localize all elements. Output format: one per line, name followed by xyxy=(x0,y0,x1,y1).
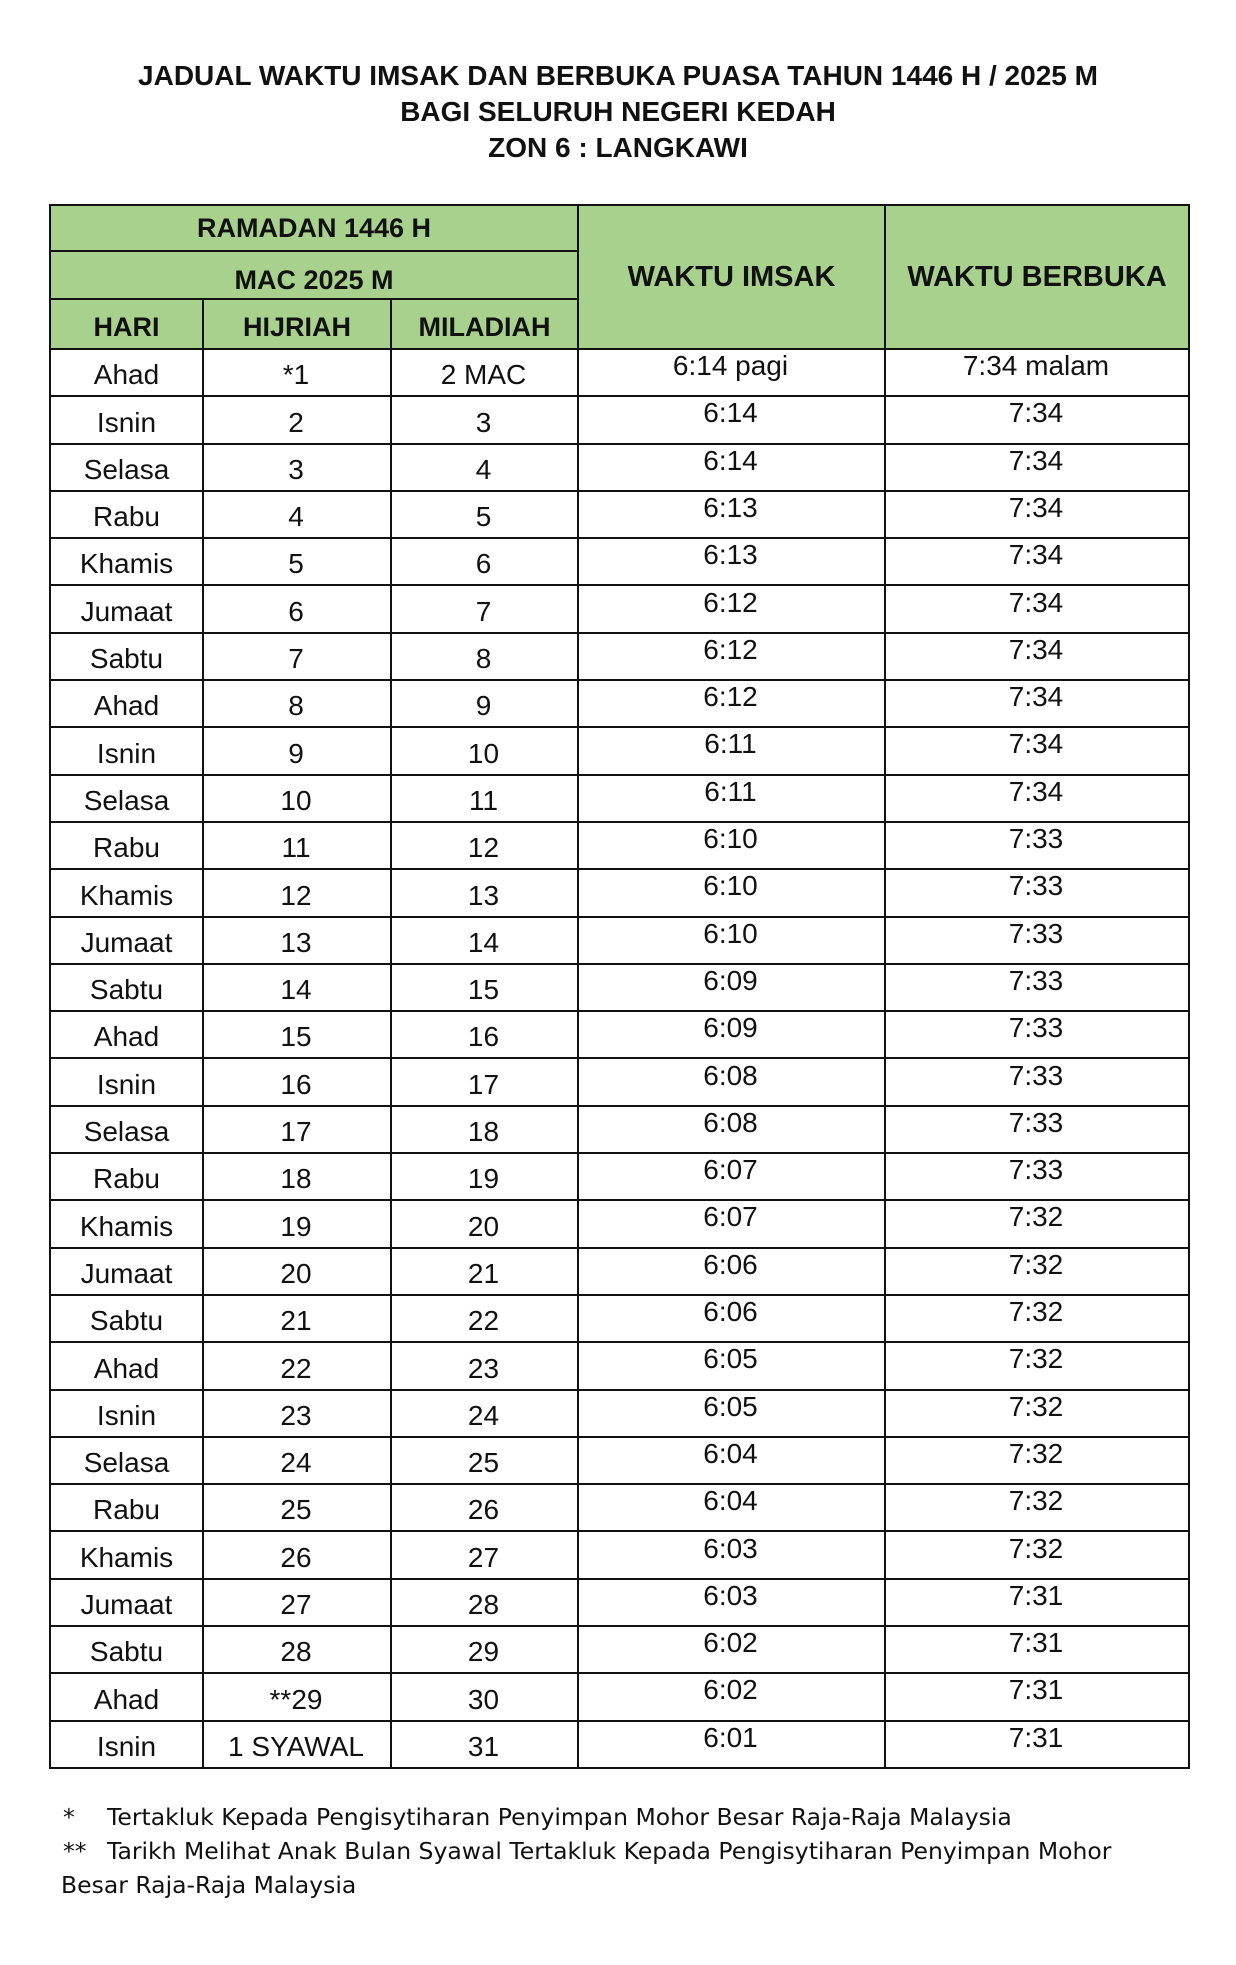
cell-imsak: 6:01 xyxy=(577,1720,886,1769)
footnote-1-text: Tertakluk Kepada Pengisytiharan Penyimpan Mohor Besar Raja-Raja Malaysia xyxy=(107,1803,1012,1831)
cell-hari: Selasa xyxy=(49,774,204,823)
cell-hari: Jumaat xyxy=(49,585,204,634)
cell-miladiah: 19 xyxy=(390,1152,579,1201)
title-line-3: ZON 6 : LANGKAWI xyxy=(488,132,748,163)
cell-hijriah: *1 xyxy=(202,348,392,397)
cell-hari: Ahad xyxy=(49,679,204,728)
cell-miladiah: 12 xyxy=(390,821,579,870)
cell-imsak: 6:10 xyxy=(577,916,886,965)
cell-hari: Sabtu xyxy=(49,1625,204,1674)
cell-imsak: 6:13 xyxy=(577,490,886,539)
cell-hijriah: 16 xyxy=(202,1058,392,1107)
cell-hari: Jumaat xyxy=(49,1247,204,1296)
cell-miladiah: 15 xyxy=(390,963,579,1012)
cell-hari: Khamis xyxy=(49,1531,204,1580)
cell-hari: Ahad xyxy=(49,1341,204,1390)
cell-hijriah: 19 xyxy=(202,1199,392,1248)
cell-imsak: 6:03 xyxy=(577,1578,886,1627)
cell-hari: Rabu xyxy=(49,821,204,870)
cell-miladiah: 18 xyxy=(390,1105,579,1154)
cell-miladiah: 31 xyxy=(390,1720,579,1769)
cell-imsak: 6:02 xyxy=(577,1625,886,1674)
cell-berbuka: 7:34 xyxy=(884,679,1190,728)
cell-imsak: 6:11 xyxy=(577,726,886,775)
cell-hari: Selasa xyxy=(49,1436,204,1485)
cell-berbuka: 7:31 xyxy=(884,1672,1190,1721)
cell-miladiah: 24 xyxy=(390,1389,579,1438)
cell-miladiah: 13 xyxy=(390,868,579,917)
cell-hari: Khamis xyxy=(49,868,204,917)
title-line-2: BAGI SELURUH NEGERI KEDAH xyxy=(400,96,836,127)
cell-imsak: 6:14 pagi xyxy=(577,348,886,397)
cell-miladiah: 9 xyxy=(390,679,579,728)
cell-miladiah: 6 xyxy=(390,537,579,586)
title-line-1: JADUAL WAKTU IMSAK DAN BERBUKA PUASA TAHUN 1446 H / 2025 M xyxy=(138,60,1098,91)
cell-imsak: 6:12 xyxy=(577,585,886,634)
cell-hijriah: 8 xyxy=(202,679,392,728)
header-miladiah: MILADIAH xyxy=(390,298,579,350)
footnote-2-continued: Besar Raja-Raja Malaysia xyxy=(61,1871,357,1899)
cell-berbuka: 7:34 xyxy=(884,632,1190,681)
cell-berbuka: 7:33 xyxy=(884,868,1190,917)
cell-hijriah: 23 xyxy=(202,1389,392,1438)
cell-hari: Isnin xyxy=(49,726,204,775)
cell-hari: Isnin xyxy=(49,1389,204,1438)
cell-miladiah: 26 xyxy=(390,1483,579,1532)
footnote-2-text: Tarikh Melihat Anak Bulan Syawal Tertakluk Kepada Pengisytiharan Penyimpan Mohor xyxy=(107,1837,1112,1865)
cell-hijriah: 25 xyxy=(202,1483,392,1532)
cell-miladiah: 25 xyxy=(390,1436,579,1485)
cell-hari: Isnin xyxy=(49,1058,204,1107)
cell-imsak: 6:05 xyxy=(577,1341,886,1390)
cell-miladiah: 23 xyxy=(390,1341,579,1390)
cell-imsak: 6:14 xyxy=(577,395,886,444)
footnote-1 xyxy=(63,1800,1111,1834)
cell-imsak: 6:11 xyxy=(577,774,886,823)
cell-berbuka: 7:34 xyxy=(884,537,1190,586)
cell-imsak: 6:12 xyxy=(577,679,886,728)
cell-miladiah: 30 xyxy=(390,1672,579,1721)
cell-berbuka: 7:32 xyxy=(884,1389,1190,1438)
cell-hijriah: 7 xyxy=(202,632,392,681)
footnotes xyxy=(63,1800,1111,1902)
cell-hijriah: 10 xyxy=(202,774,392,823)
cell-imsak: 6:09 xyxy=(577,963,886,1012)
header-waktu-imsak: WAKTU IMSAK xyxy=(577,204,886,350)
cell-miladiah: 27 xyxy=(390,1531,579,1580)
cell-imsak: 6:10 xyxy=(577,821,886,870)
cell-hijriah: **29 xyxy=(202,1672,392,1721)
cell-hijriah: 28 xyxy=(202,1625,392,1674)
cell-hijriah: 11 xyxy=(202,821,392,870)
header-month: MAC 2025 M xyxy=(49,250,579,300)
cell-miladiah: 20 xyxy=(390,1199,579,1248)
cell-imsak: 6:04 xyxy=(577,1483,886,1532)
cell-imsak: 6:09 xyxy=(577,1010,886,1059)
cell-berbuka: 7:33 xyxy=(884,1105,1190,1154)
cell-hijriah: 13 xyxy=(202,916,392,965)
cell-hijriah: 3 xyxy=(202,443,392,492)
cell-hari: Isnin xyxy=(49,395,204,444)
cell-miladiah: 2 MAC xyxy=(390,348,579,397)
footnote-2-marker: ** xyxy=(63,1837,87,1865)
cell-berbuka: 7:32 xyxy=(884,1199,1190,1248)
cell-hijriah: 12 xyxy=(202,868,392,917)
cell-imsak: 6:06 xyxy=(577,1294,886,1343)
cell-hijriah: 14 xyxy=(202,963,392,1012)
cell-hari: Sabtu xyxy=(49,963,204,1012)
header-waktu-berbuka: WAKTU BERBUKA xyxy=(884,204,1190,350)
cell-berbuka: 7:32 xyxy=(884,1436,1190,1485)
cell-hari: Isnin xyxy=(49,1720,204,1769)
cell-miladiah: 29 xyxy=(390,1625,579,1674)
cell-hari: Jumaat xyxy=(49,1578,204,1627)
cell-hijriah: 5 xyxy=(202,537,392,586)
cell-imsak: 6:04 xyxy=(577,1436,886,1485)
cell-miladiah: 3 xyxy=(390,395,579,444)
cell-imsak: 6:06 xyxy=(577,1247,886,1296)
cell-berbuka: 7:32 xyxy=(884,1483,1190,1532)
cell-hijriah: 2 xyxy=(202,395,392,444)
cell-hari: Khamis xyxy=(49,537,204,586)
cell-berbuka: 7:33 xyxy=(884,1152,1190,1201)
cell-miladiah: 4 xyxy=(390,443,579,492)
cell-hijriah: 20 xyxy=(202,1247,392,1296)
cell-berbuka: 7:32 xyxy=(884,1341,1190,1390)
cell-miladiah: 5 xyxy=(390,490,579,539)
cell-berbuka: 7:33 xyxy=(884,821,1190,870)
cell-miladiah: 11 xyxy=(390,774,579,823)
cell-hijriah: 1 SYAWAL xyxy=(202,1720,392,1769)
header-ramadan: RAMADAN 1446 H xyxy=(49,204,579,252)
cell-miladiah: 16 xyxy=(390,1010,579,1059)
cell-berbuka: 7:33 xyxy=(884,1058,1190,1107)
cell-berbuka: 7:31 xyxy=(884,1720,1190,1769)
cell-hari: Ahad xyxy=(49,1672,204,1721)
cell-hari: Sabtu xyxy=(49,1294,204,1343)
cell-berbuka: 7:32 xyxy=(884,1531,1190,1580)
cell-imsak: 6:05 xyxy=(577,1389,886,1438)
cell-hijriah: 18 xyxy=(202,1152,392,1201)
cell-hari: Khamis xyxy=(49,1199,204,1248)
cell-hari: Ahad xyxy=(49,348,204,397)
cell-imsak: 6:13 xyxy=(577,537,886,586)
cell-miladiah: 21 xyxy=(390,1247,579,1296)
cell-berbuka: 7:34 xyxy=(884,585,1190,634)
cell-berbuka: 7:34 xyxy=(884,490,1190,539)
cell-hari: Selasa xyxy=(49,1105,204,1154)
cell-berbuka: 7:32 xyxy=(884,1294,1190,1343)
cell-berbuka: 7:34 xyxy=(884,443,1190,492)
cell-hari: Rabu xyxy=(49,1152,204,1201)
cell-imsak: 6:14 xyxy=(577,443,886,492)
header-hari: HARI xyxy=(49,298,204,350)
cell-miladiah: 10 xyxy=(390,726,579,775)
cell-miladiah: 28 xyxy=(390,1578,579,1627)
cell-hari: Selasa xyxy=(49,443,204,492)
cell-imsak: 6:08 xyxy=(577,1058,886,1107)
cell-hijriah: 27 xyxy=(202,1578,392,1627)
cell-miladiah: 22 xyxy=(390,1294,579,1343)
cell-berbuka: 7:34 malam xyxy=(884,348,1190,397)
cell-berbuka: 7:33 xyxy=(884,963,1190,1012)
footnote-2 xyxy=(63,1834,1111,1868)
cell-hijriah: 4 xyxy=(202,490,392,539)
header-hijriah: HIJRIAH xyxy=(202,298,392,350)
cell-hijriah: 6 xyxy=(202,585,392,634)
cell-berbuka: 7:31 xyxy=(884,1578,1190,1627)
footnote-1-marker: * xyxy=(63,1803,75,1831)
cell-imsak: 6:12 xyxy=(577,632,886,681)
cell-miladiah: 8 xyxy=(390,632,579,681)
cell-berbuka: 7:33 xyxy=(884,916,1190,965)
cell-imsak: 6:07 xyxy=(577,1152,886,1201)
cell-berbuka: 7:34 xyxy=(884,726,1190,775)
cell-hari: Jumaat xyxy=(49,916,204,965)
cell-hijriah: 9 xyxy=(202,726,392,775)
cell-hari: Rabu xyxy=(49,1483,204,1532)
cell-berbuka: 7:34 xyxy=(884,774,1190,823)
cell-hari: Ahad xyxy=(49,1010,204,1059)
cell-hijriah: 26 xyxy=(202,1531,392,1580)
cell-hari: Rabu xyxy=(49,490,204,539)
cell-imsak: 6:08 xyxy=(577,1105,886,1154)
cell-berbuka: 7:32 xyxy=(884,1247,1190,1296)
cell-hari: Sabtu xyxy=(49,632,204,681)
cell-berbuka: 7:33 xyxy=(884,1010,1190,1059)
cell-imsak: 6:07 xyxy=(577,1199,886,1248)
cell-imsak: 6:10 xyxy=(577,868,886,917)
cell-berbuka: 7:31 xyxy=(884,1625,1190,1674)
cell-hijriah: 24 xyxy=(202,1436,392,1485)
cell-miladiah: 17 xyxy=(390,1058,579,1107)
cell-hijriah: 22 xyxy=(202,1341,392,1390)
cell-miladiah: 7 xyxy=(390,585,579,634)
cell-hijriah: 21 xyxy=(202,1294,392,1343)
cell-hijriah: 15 xyxy=(202,1010,392,1059)
cell-berbuka: 7:34 xyxy=(884,395,1190,444)
cell-miladiah: 14 xyxy=(390,916,579,965)
cell-imsak: 6:03 xyxy=(577,1531,886,1580)
document-title xyxy=(0,58,1236,166)
cell-hijriah: 17 xyxy=(202,1105,392,1154)
cell-imsak: 6:02 xyxy=(577,1672,886,1721)
